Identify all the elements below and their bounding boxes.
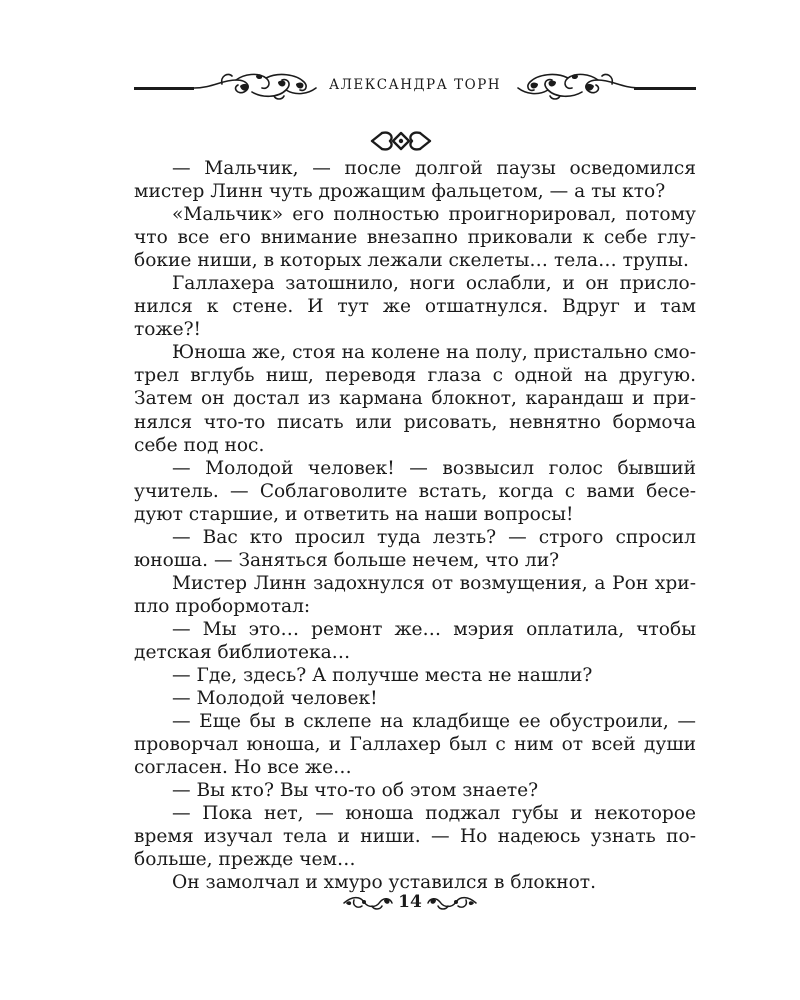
paragraph: — Молодой человек! — [172, 688, 378, 710]
flourish-ornament-right-icon — [516, 70, 642, 102]
flourish-ornament-left-icon — [192, 70, 318, 102]
page-body-text — [134, 157, 696, 895]
chapter-divider-ornament-icon — [368, 129, 434, 153]
paragraph: — Молодой человек! — возвысил голос бывший учитель. — Соблаговолите встать, когда с вами беседуют старшие, и ответить на наши вопросы! — [134, 457, 696, 525]
header-rule-right — [634, 87, 696, 90]
paragraph: — Вы кто? Вы что-то об этом знаете? — [172, 780, 539, 802]
running-header — [134, 68, 696, 104]
paragraph: — Мальчик, — после долгой паузы осведомился мистер Линн чуть дрожащим фальцетом, — а ты кто? — [134, 158, 696, 203]
paragraph: «Мальчик» его полностью проигнорировал, потому что все его внимание внезапно приковали к себе глубокие ниши, в которых лежали скелеты… тела… трупы. — [134, 204, 696, 272]
paragraph: Галлахера затошнило, ноги ослабли, и он прислонился к стене. И тут же отшатнулся. Вдруг и там тоже?! — [134, 273, 696, 341]
footer-flourish-left-icon — [342, 894, 394, 912]
paragraph: — Еще бы в склепе на кладбище ее обустроили, — проворчал юноша, и Галлахер был с ним от всей души согласен. Но все же… — [134, 711, 696, 779]
header-rule-left — [134, 87, 194, 90]
paragraph: Юноша же, стоя на колене на полу, пристально смотрел вглубь ниш, переводя глаза с одной на другую. Затем он достал из кармана блокнот, карандаш и принялся что-то писать или рисовать, невнятно бормоча себе под нос. — [134, 342, 696, 456]
paragraph: Мистер Линн задохнулся от возмущения, а Рон хрипло пробормотал: — [134, 572, 696, 617]
paragraph: — Мы это… ремонт же… мэрия оплатила, чтобы детская библиотека… — [134, 618, 696, 663]
page-footer — [340, 890, 480, 916]
paragraph: — Вас кто просил туда лезть? — строго спросил юноша. — Заняться больше нечем, что ли? — [134, 526, 696, 571]
footer-flourish-right-icon — [426, 894, 478, 912]
paragraph: — Где, здесь? А получше места не нашли? — [172, 665, 593, 687]
paragraph: Он замолчал и хмуро уставился в блокнот. — [172, 872, 596, 894]
page-number: 14 — [398, 892, 422, 912]
header-author-name: АЛЕКСАНДРА ТОРН — [328, 77, 502, 93]
paragraph: — Пока нет, — юноша поджал губы и некоторое время изучал тела и ниши. — Но надеюсь узнать побольше, прежде чем… — [134, 803, 696, 871]
